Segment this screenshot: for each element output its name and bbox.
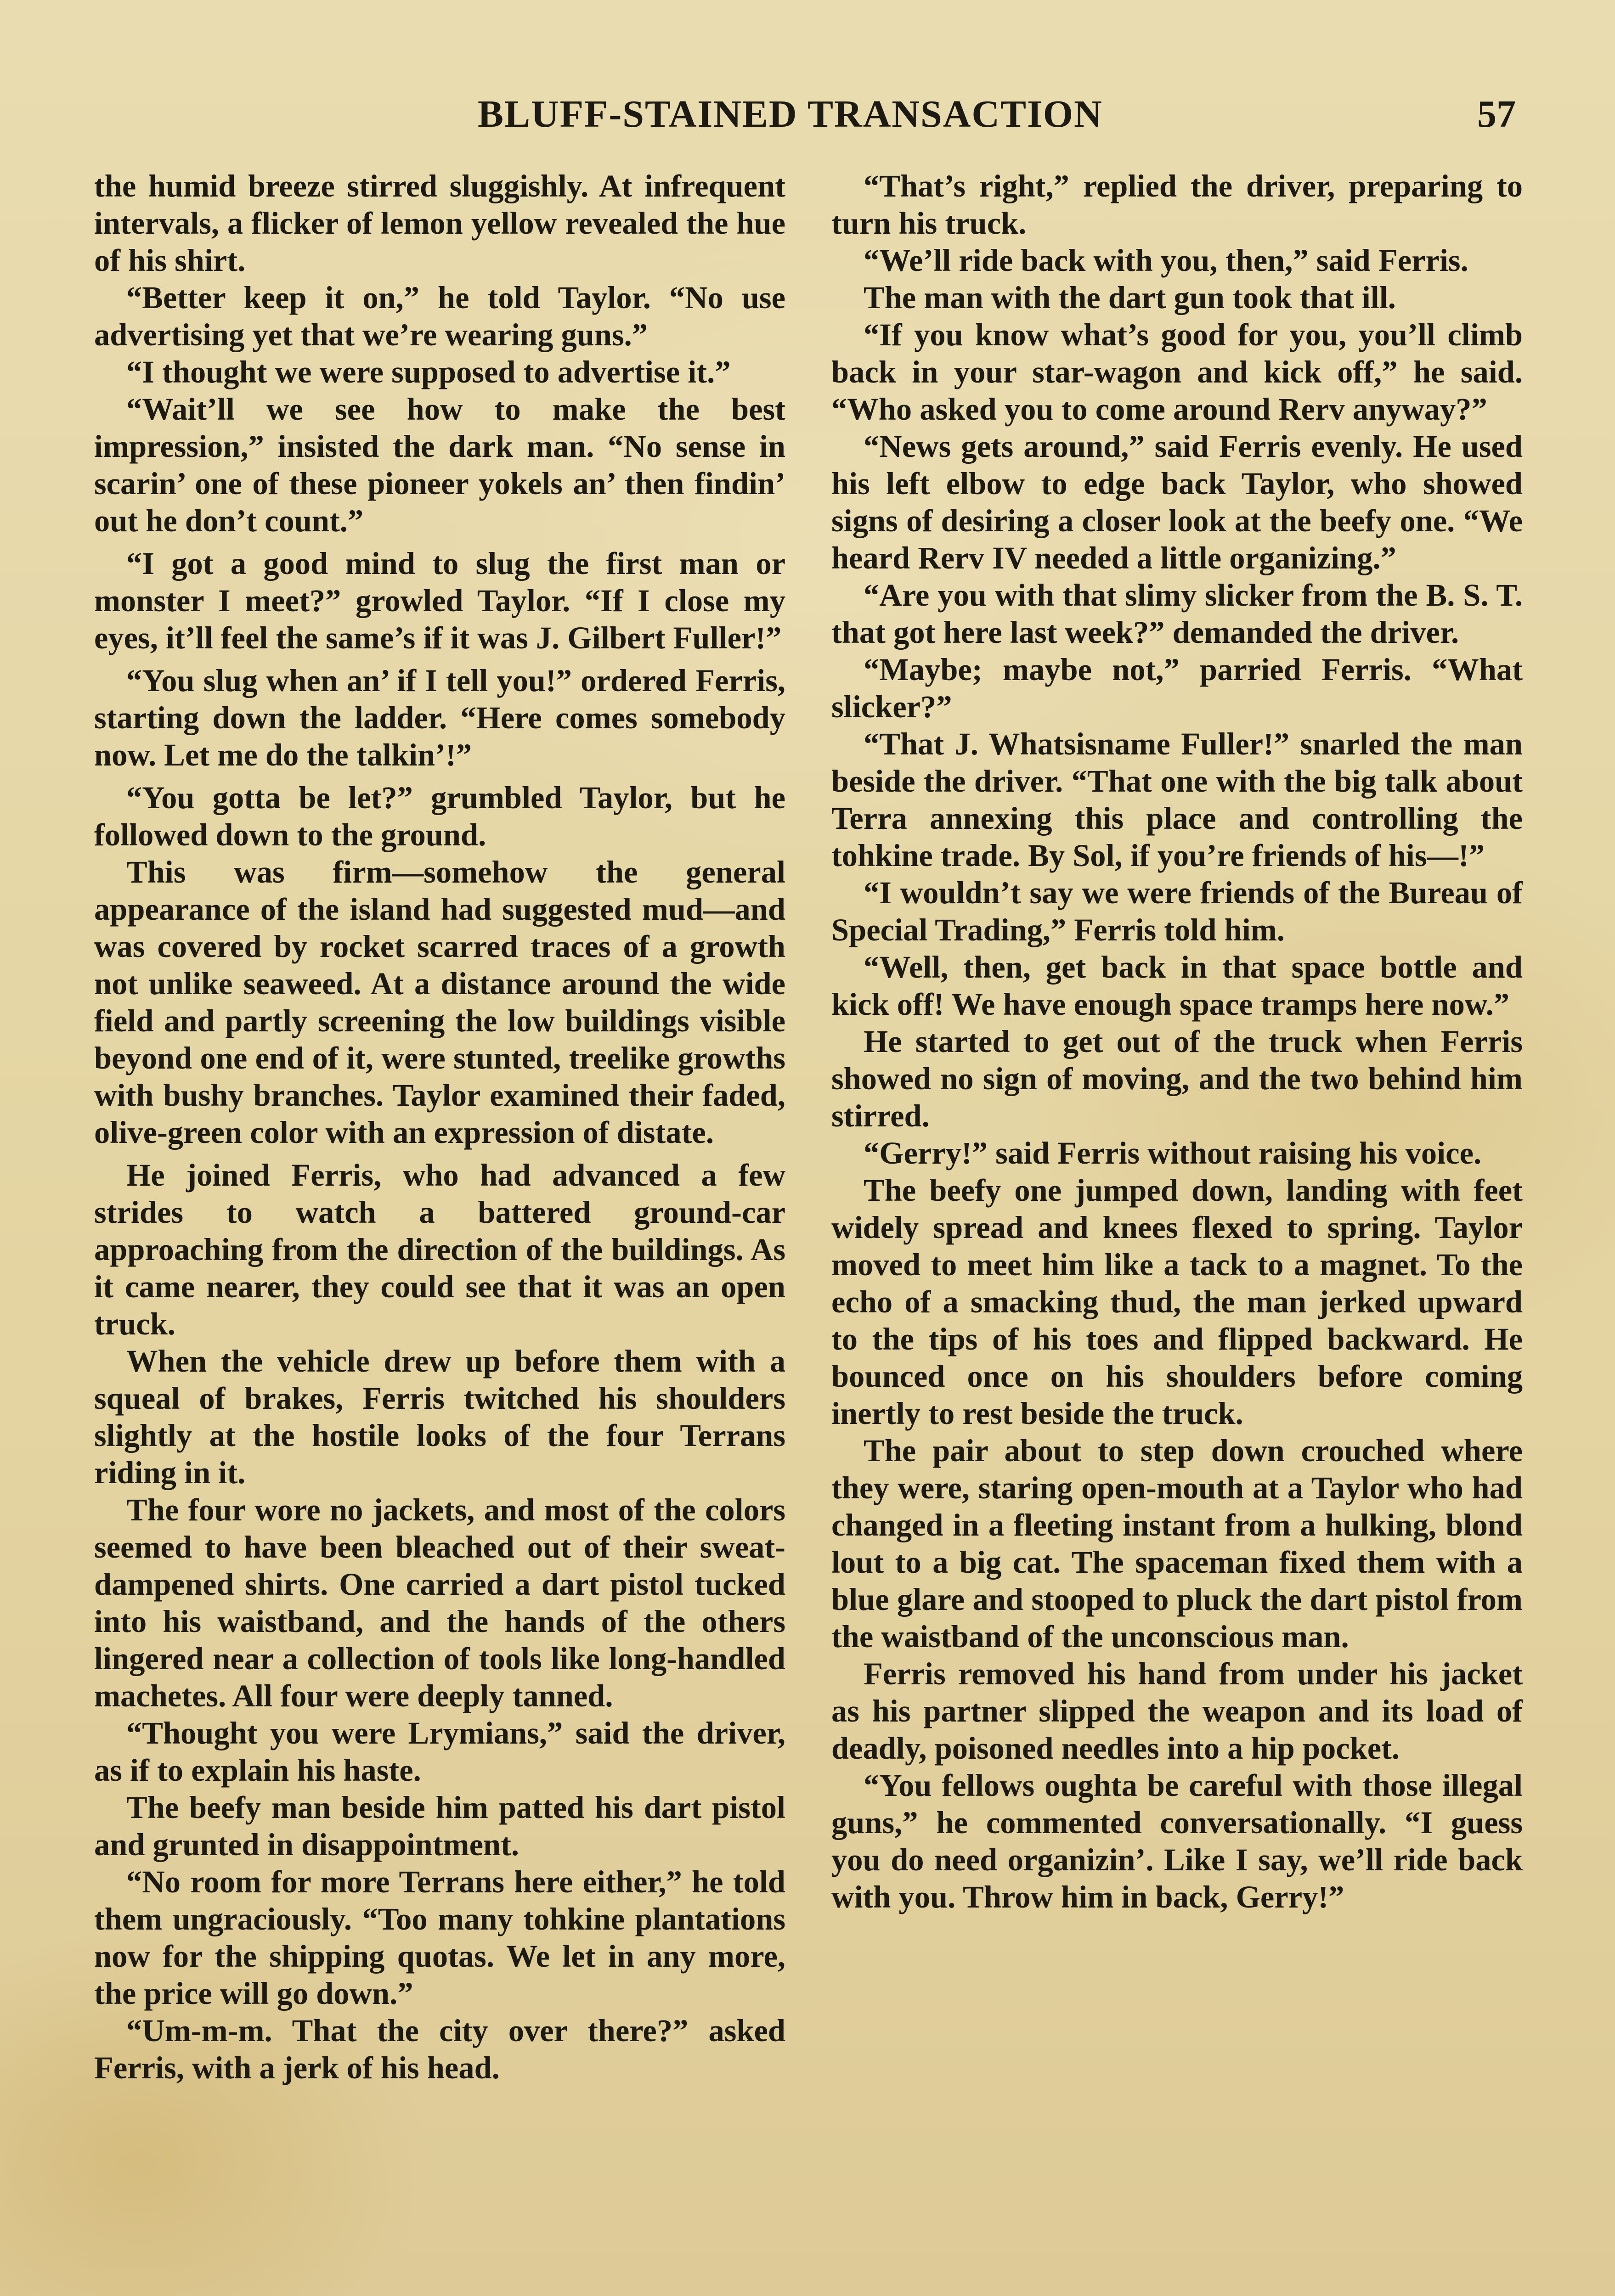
paragraph: The man with the dart gun took that ill. bbox=[864, 280, 1396, 315]
paragraph: He joined Ferris, who had advanced a few strides to watch a battered ground-car approaching from the direction of the buildings. As it came nearer, they could see that it was an open truck. bbox=[94, 1158, 785, 1341]
running-title: BLUFF-STAINED TRANSACTION bbox=[478, 93, 1103, 135]
paragraph: The beefy one jumped down, landing with feet widely spread and knees flexed to spring. Taylor moved to meet him like a tack to a magnet. To the echo of a smacking thud, the man jerked upward to the tips of his toes and flipped backward. He bounced once on his shoulders before coming inertly to rest beside the truck. bbox=[831, 1173, 1523, 1431]
paragraph: Ferris removed his hand from under his jacket as his partner slipped the weapon and its load of deadly, poisoned needles into a hip pocket. bbox=[831, 1656, 1523, 1766]
paragraph: “Wait’ll we see how to make the best impression,” insisted the dark man. “No sense in scarin’ one of these pioneer yokels an’ then findin’ out he don’t count.” bbox=[94, 392, 785, 538]
left-column bbox=[94, 168, 785, 2296]
paragraph: “You fellows oughta be careful with those illegal guns,” he commented conversationally. “I guess you do need organizin’. Like I say, we’ll ride back with you. Throw him in back, Gerry!” bbox=[831, 1768, 1523, 1914]
paragraph: “That’s right,” replied the driver, preparing to turn his truck. bbox=[831, 169, 1523, 241]
paragraph: “Thought you were Lrymians,” said the driver, as if to explain his haste. bbox=[94, 1716, 785, 1788]
paragraph: This was firm—somehow the general appearance of the island had suggested mud—and was covered by rocket scarred traces of a growth not unlike seaweed. At a distance around the wide field and partly screening the low buildings visible beyond one end of it, were stunted, treelike growths with bushy branches. Taylor examined their faded, olive-green color with an expression of distate. bbox=[94, 855, 785, 1150]
paragraph: “I thought we were supposed to advertise it.” bbox=[126, 355, 731, 389]
paragraph: “If you know what’s good for you, you’ll climb back in your star-wagon and kick off,” he said. “Who asked you to come around Rerv anyway?” bbox=[831, 317, 1523, 427]
paragraph: “I got a good mind to slug the first man or monster I meet?” growled Taylor. “If I close my eyes, it’ll feel the same’s if it was J. Gilbert Fuller!” bbox=[94, 546, 785, 655]
paragraph: “You gotta be let?” grumbled Taylor, but he followed down to the ground. bbox=[94, 780, 785, 852]
paragraph: “I wouldn’t say we were friends of the Bureau of Special Trading,” Ferris told him. bbox=[831, 875, 1523, 947]
paragraph: The pair about to step down crouched where they were, staring open-mouth at a Taylor who had changed in a fleeting instant from a hulking, blond lout to a big cat. The spaceman fixed them with a blue glare and stooped to pluck the dart pistol from the waistband of the unconscious man. bbox=[831, 1433, 1523, 1654]
paragraph: The four wore no jackets, and most of the colors seemed to have been bleached out of their sweat-dampened shirts. One carried a dart pistol tucked into his waistband, and the hands of the others lingered near a collection of tools like long-handled machetes. All four were deeply tanned. bbox=[94, 1492, 785, 1713]
paragraph: “Better keep it on,” he told Taylor. “No use advertising yet that we’re wearing guns.” bbox=[94, 280, 785, 352]
paragraph: The beefy man beside him patted his dart pistol and grunted in disappointment. bbox=[94, 1790, 785, 1862]
paragraph: He started to get out of the truck when Ferris showed no sign of moving, and the two behind him stirred. bbox=[831, 1024, 1523, 1133]
paragraph: the humid breeze stirred sluggishly. At infrequent intervals, a flicker of lemon yellow revealed the hue of his shirt. bbox=[94, 169, 785, 278]
paragraph: “That J. Whatsisname Fuller!” snarled the man beside the driver. “That one with the big talk about Terra annexing this place and controlling the tohkine trade. By Sol, if you’re friends of his—!” bbox=[831, 726, 1523, 873]
paragraph: “News gets around,” said Ferris evenly. He used his left elbow to edge back Taylor, who showed signs of desiring a closer look at the beefy one. “We heard Rerv IV needed a little organizing.” bbox=[831, 429, 1523, 575]
page-number: 57 bbox=[1477, 93, 1516, 135]
paragraph: “You slug when an’ if I tell you!” ordered Ferris, starting down the ladder. “Here comes somebody now. Let me do the talkin’!” bbox=[94, 663, 785, 772]
right-column bbox=[831, 168, 1523, 2296]
paragraph: “We’ll ride back with you, then,” said Ferris. bbox=[864, 243, 1468, 278]
paragraph: “Um-m-m. That the city over there?” asked Ferris, with a jerk of his head. bbox=[94, 2013, 785, 2085]
paragraph: “Gerry!” said Ferris without raising his voice. bbox=[864, 1136, 1482, 1171]
page-header bbox=[441, 92, 1516, 147]
paragraph: “Well, then, get back in that space bottle and kick off! We have enough space tramps here now.” bbox=[831, 950, 1523, 1022]
paragraph: “Maybe; maybe not,” parried Ferris. “What slicker?” bbox=[831, 652, 1523, 724]
paragraph: When the vehicle drew up before them with a squeal of brakes, Ferris twitched his shoulders slightly at the hostile looks of the four Terrans riding in it. bbox=[94, 1344, 785, 1490]
paragraph: “No room for more Terrans here either,” he told them ungraciously. “Too many tohkine plantations now for the shipping quotas. We let in any more, the price will go down.” bbox=[94, 1864, 785, 2011]
paragraph: “Are you with that slimy slicker from the B. S. T. that got here last week?” demanded the driver. bbox=[831, 578, 1523, 650]
